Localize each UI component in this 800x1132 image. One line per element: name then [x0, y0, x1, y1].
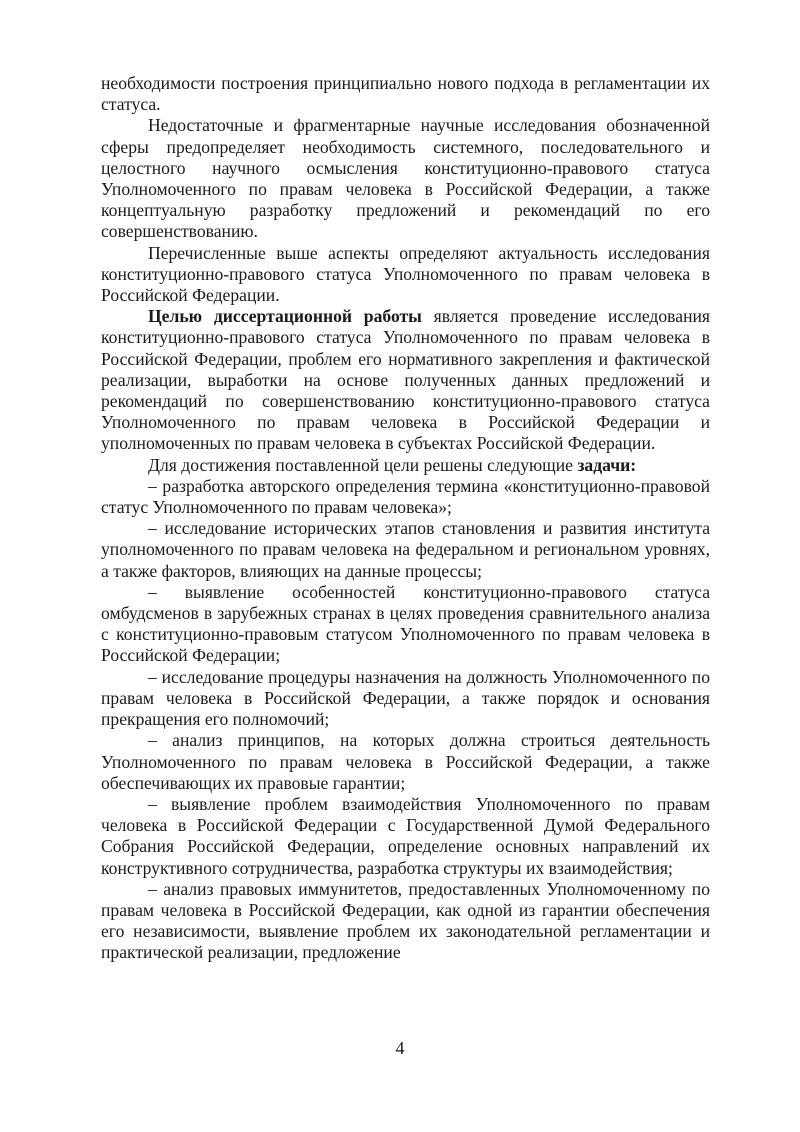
paragraph-tasks-intro [101, 455, 710, 476]
goal-heading: Целью диссертационной работы [148, 306, 422, 327]
paragraph-insufficient-research: Недостаточные и фрагментарные научные исследования обозначенной сферы предопределяет необходимость системного, последовательного и целостного научного осмысления конституционно-правового статуса Уполномоченного по правам человека в Российской Федерации, а также концептуальную разработку предложений и рекомендаций по его совершенствованию. [101, 115, 710, 242]
paragraph-relevance: Перечисленные выше аспекты определяют актуальность исследования конституционно-правового статуса Уполномоченного по правам человека в Российской Федерации. [101, 242, 710, 306]
tasks-intro-text: Для достижения поставленной цели решены следующие [148, 454, 578, 475]
goal-text: является проведение исследования конституционно-правового статуса Уполномоченного по правам человека в Российской Федерации, проблем его нормативного закрепления и фактической реализации, выработки на основе полученных данных предложений и рекомендаций по совершенствованию конституционно-правового статуса Уполномоченного по правам человека в Российской Федерации и уполномоченных по правам человека в субъектах Российской Федерации. [101, 306, 710, 454]
task-item: – исследование процедуры назначения на должность Уполномоченного по правам человека в Российской Федерации, а также порядок и основания прекращения его полномочий; [101, 666, 710, 730]
paragraph-goal [101, 306, 710, 454]
tasks-label: задачи: [577, 454, 637, 475]
task-item: – разработка авторского определения термина «конституционно-правовой статус Уполномоченного по правам человека»; [101, 475, 710, 518]
task-item: – исследование исторических этапов становления и развития института уполномоченного по правам человека на федеральном и региональном уровнях, а также факторов, влияющих на данные процессы; [101, 518, 710, 581]
paragraph-continuation: необходимости построения принципиально нового подхода в регламентации их статуса. [101, 73, 710, 115]
task-item: – анализ правовых иммунитетов, предоставленных Уполномоченному по правам человека в Российской Федерации, как одной из гарантии обеспечения его независимости, выявление проблем их законодательной регламентации и практической реализации, предложение [101, 878, 710, 963]
body-text [101, 73, 710, 964]
task-item: – выявление проблем взаимодействия Уполномоченного по правам человека в Российской Федерации с Государственной Думой Федерального Собрания Российской Федерации, определение основных направлений их конструктивного сотрудничества, разработка структуры их взаимодействия; [101, 793, 710, 878]
task-item: – выявление особенностей конституционно-правового статуса омбудсменов в зарубежных странах в целях проведения сравнительного анализа с конституционно-правовым статусом Уполномоченного по правам человека в Российской Федерации; [101, 581, 710, 666]
task-item: – анализ принципов, на которых должна строиться деятельность Уполномоченного по правам человека в Российской Федерации, а также обеспечивающих их правовые гарантии; [101, 730, 710, 793]
page-number: 4 [395, 1038, 405, 1058]
